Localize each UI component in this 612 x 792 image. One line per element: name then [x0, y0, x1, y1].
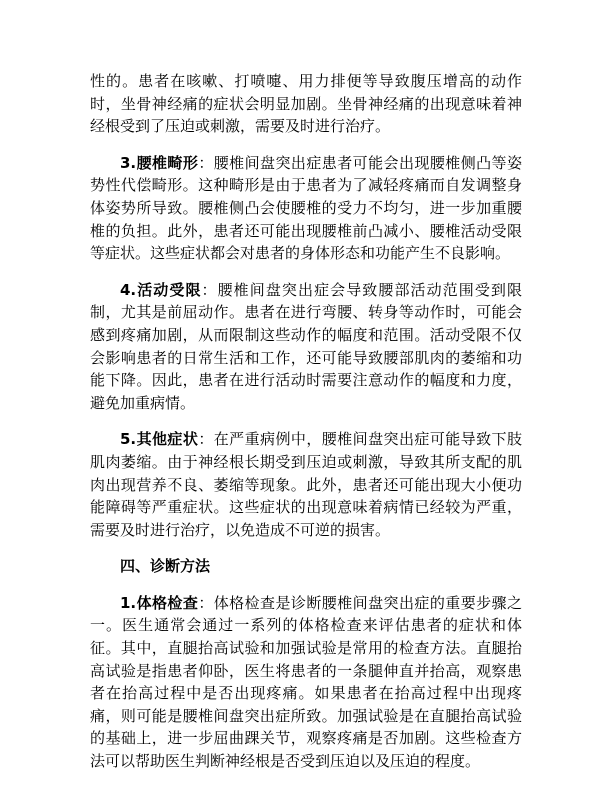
paragraph-lumbar-deformity — [90, 152, 522, 265]
paragraph-text: ：在严重病例中，腰椎间盘突出症可能导致下肢肌肉萎缩。由于神经根长期受到压迫或刺激，导致其所支配的肌肉出现营养不良、萎缩等现象。此外，患者还可能出现大小便功能障碍等严重症状。这些症状的出现意味着病情已经较为严重，需要及时进行治疗，以免造成不可逆的损害。 — [90, 430, 522, 539]
section-heading-diagnosis: 四、诊断方法 — [120, 557, 211, 576]
term-other-symptoms: 5.其他症状 — [120, 430, 199, 449]
term-limited-mobility: 4.活动受限 — [120, 280, 202, 299]
paragraph-physical-exam — [90, 592, 522, 773]
paragraph-text: ：腰椎间盘突出症会导致腰部活动范围受到限制，尤其是前屈动作。患者在进行弯腰、转身等动作时，可能会感到疼痛加剧，从而限制这些动作的幅度和范围。活动受限不仅会影响患者的日常生活和工作，还可能导致腰部肌肉的萎缩和功能下降。因此，患者在进行活动时需要注意动作的幅度和力度，避免加重病情。 — [90, 280, 522, 412]
document-page — [90, 70, 522, 787]
term-physical-exam: 1.体格检查 — [120, 593, 199, 612]
paragraph-sciatica-continuation — [90, 70, 522, 138]
paragraph-other-symptoms — [90, 428, 522, 541]
paragraph-text: 性的。患者在咳嗽、打喷嚏、用力排便等导致腹压增高的动作时，坐骨神经痛的症状会明显加剧。坐骨神经痛的出现意味着神经根受到了压迫或刺激，需要及时进行治疗。 — [90, 72, 522, 136]
term-lumbar-deformity: 3.腰椎畸形 — [120, 153, 199, 172]
paragraph-limited-mobility — [90, 279, 522, 415]
paragraph-text: ：腰椎间盘突出症患者可能会出现腰椎侧凸等姿势性代偿畸形。这种畸形是由于患者为了减轻疼痛而自发调整身体姿势所导致。腰椎侧凸会使腰椎的受力不均匀，进一步加重腰椎的负担。此外，患者还可能出现腰椎前凸减小、腰椎活动受限等症状。这些症状都会对患者的身体形态和功能产生不良影响。 — [90, 153, 522, 263]
paragraph-text: ：体格检查是诊断腰椎间盘突出症的重要步骤之一。医生通常会通过一系列的体格检查来评估患者的症状和体征。其中，直腿抬高试验和加强试验是常用的检查方法。直腿抬高试验是指患者仰卧，医生将患者的一条腿伸直并抬高，观察患者在抬高过程中是否出现疼痛。如果患者在抬高过程中出现疼痛，则可能是腰椎间盘突出症所致。加强试验是在直腿抬高试验的基础上，进一步屈曲踝关节，观察疼痛是否加剧。这些检查方法可以帮助医生判断神经根是否受到压迫以及压迫的程度。 — [90, 593, 522, 771]
